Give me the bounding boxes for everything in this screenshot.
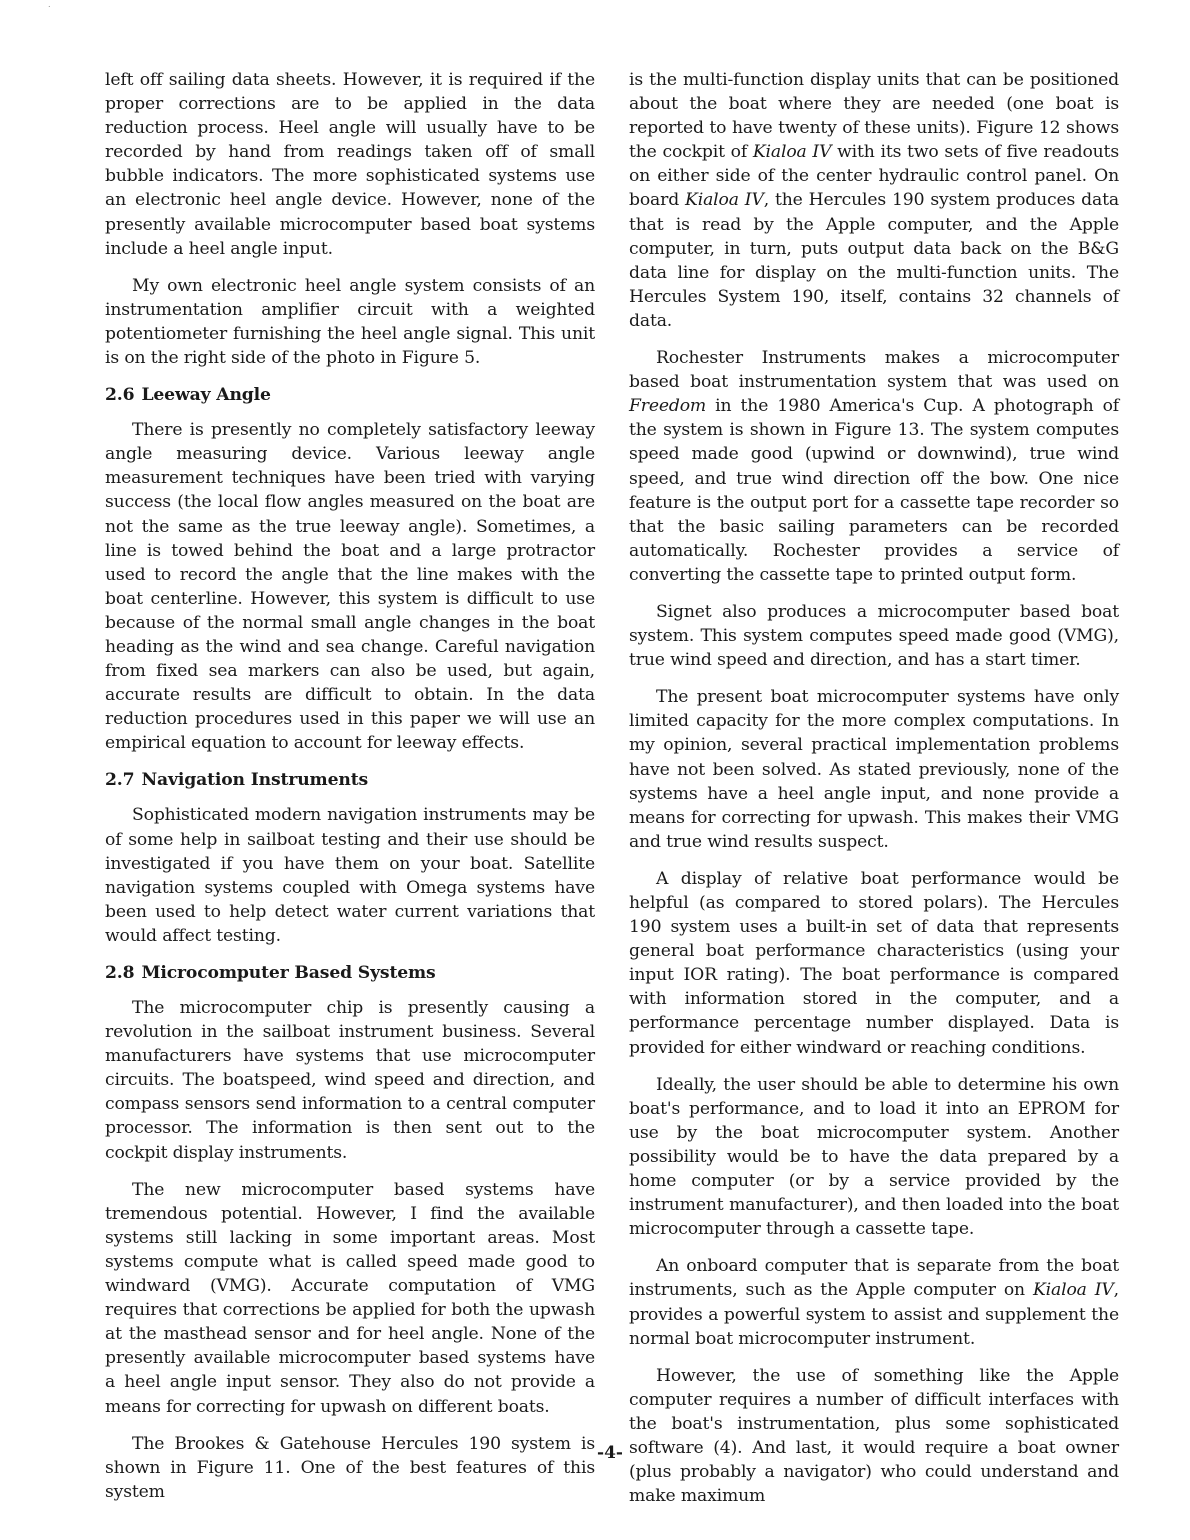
text-run: , provides a powerful system to assist and supplement the normal boat microcomputer instrument. [629,1280,1119,1349]
text-run: is the multi-function display units that can be positioned about the boat where they are needed (one boat is reported to have twenty of these units). Figure 12 shows the cockpit of [629,70,1119,163]
paragraph: left off sailing data sheets. However, it is required if the proper corrections are to be applied in the data reduction process. Heel angle will usually have to be recorded by hand from readings taken off of small bubble indicators. The more sophisticated systems use an electronic heel angle device. However, none of the presently available microcomputer based boat systems include a heel angle input. [105,70,595,259]
paragraph: Signet also produces a microcomputer based boat system. This system computes speed made good (VMG), true wind speed and direction, and has a start timer. [629,601,1119,671]
paragraph [629,68,1119,333]
section-heading-leeway-angle [105,383,595,407]
text-run: Rochester Instruments makes a microcomputer based boat instrumentation system that was used on [629,348,1119,393]
paragraph: A display of relative boat performance would be helpful (as compared to stored polars). The Hercules 190 system uses a built-in set of data that represents general boat performance characteristics (using your input IOR rating). The boat performance is compared with information stored in the computer, and a performance percentage number displayed. Data is provided for either windward or reaching conditions. [629,868,1119,1058]
section-number: 2.7 [105,770,135,791]
text-run: with its two sets of five readouts on either side of the center hydraulic control panel. On board [629,142,1119,211]
section-title: Leeway Angle [141,385,271,406]
text-run: An onboard computer that is separate from the boat instruments, such as the Apple computer on [629,1256,1119,1301]
text-run: in the 1980 America's Cup. A photograph of the system is shown in Figure 13. The system computes speed made good (upwind or downwind), true wind speed, and true wind direction off the bow. One nice feature is the output port for a cassette tape recorder so that the basic sailing parameters can be recorded automatically. Rochester provides a service of converting the cassette tape to printed output form. [629,396,1119,585]
boat-name: Kialoa IV [752,142,832,163]
page-number: -4- [597,1443,623,1463]
paragraph: The microcomputer chip is presently causing a revolution in the sailboat instrument business. Several manufacturers have systems that use microcomputer circuits. The boatspeed, wind speed and direction, and compass sensors send information to a central computer processor. The information is then sent out to the cockpit display instruments. [105,998,595,1163]
right-column [629,68,1119,1521]
paragraph [629,1254,1119,1350]
text-run: , the Hercules 190 system produces data that is read by the Apple computer, and the Apple computer, in turn, puts output data back on the B&G data line for display on the multi-function units. The Hercules System 190, itself, contains 32 channels of data. [629,190,1119,331]
paragraph: There is presently no completely satisfactory leeway angle measuring device. Various leeway angle measurement techniques have been tried with varying success (the local flow angles measured on the boat are not the same as the true leeway angle). Sometimes, a line is towed behind the boat and a large protractor used to record the angle that the line makes with the boat centerline. However, this system is difficult to use because of the normal small angle changes in the boat heading as the wind and sea change. Careful navigation from fixed sea markers can also be used, but again, accurate results are difficult to obtain. In the data reduction procedures used in this paper we will use an empirical equation to account for leeway effects. [105,420,595,754]
scan-mark: . [48,0,51,9]
paragraph: The present boat microcomputer systems have only limited capacity for the more complex computations. In my opinion, several practical implementation problems have not been solved. As stated previously, none of the systems have a heel angle input, and none provide a means for correcting for upwash. This makes their VMG and true wind results suspect. [629,687,1119,852]
section-title: Navigation Instruments [141,770,369,791]
paragraph: My own electronic heel angle system consists of an instrumentation amplifier circuit with a weighted potentiometer furnishing the heel angle signal. This unit is on the right side of the photo in Figure 5. [105,275,595,369]
paragraph: Ideally, the user should be able to determine his own boat's performance, and to load it into an EPROM for use by the boat microcomputer system. Another possibility would be to have the data prepared by a home computer (or by a service provided by the instrument manufacturer), and then loaded into the boat microcomputer through a cassette tape. [629,1074,1119,1240]
paragraph: The Brookes & Gatehouse Hercules 190 system is shown in Figure 11. One of the best features of this system [105,1433,595,1502]
section-heading-microcomputer-systems [105,961,595,985]
paragraph: The new microcomputer based systems have tremendous potential. However, I find the available systems still lacking in some important areas. Most systems compute what is called speed made good to windward (VMG). Accurate computation of VMG requires that corrections be applied for both the upwash at the masthead sensor and for heel angle. None of the presently available microcomputer based systems have a heel angle input sensor. They also do not provide a means for correcting for upwash on different boats. [105,1179,595,1417]
section-title: Microcomputer Based Systems [141,963,436,983]
paragraph: Sophisticated modern navigation instruments may be of some help in sailboat testing and their use should be investigated if you have them on your boat. Satellite navigation systems coupled with Omega systems have been used to help detect water current variations that would affect testing. [105,805,595,946]
paragraph [629,346,1119,587]
section-number: 2.6 [105,385,135,406]
section-number: 2.8 [105,963,135,983]
boat-name: Freedom [629,396,707,417]
boat-name: Kialoa IV [685,190,764,211]
left-column [105,68,595,1517]
paragraph: However, the use of something like the Apple computer requires a number of difficult interfaces with the boat's instrumentation, plus some sophisticated software (4). And last, it would require a boat owner (plus probably a navigator) who could understand and make maximum [629,1365,1119,1507]
boat-name: Kialoa IV [1032,1280,1114,1301]
section-heading-navigation-instruments [105,768,595,792]
